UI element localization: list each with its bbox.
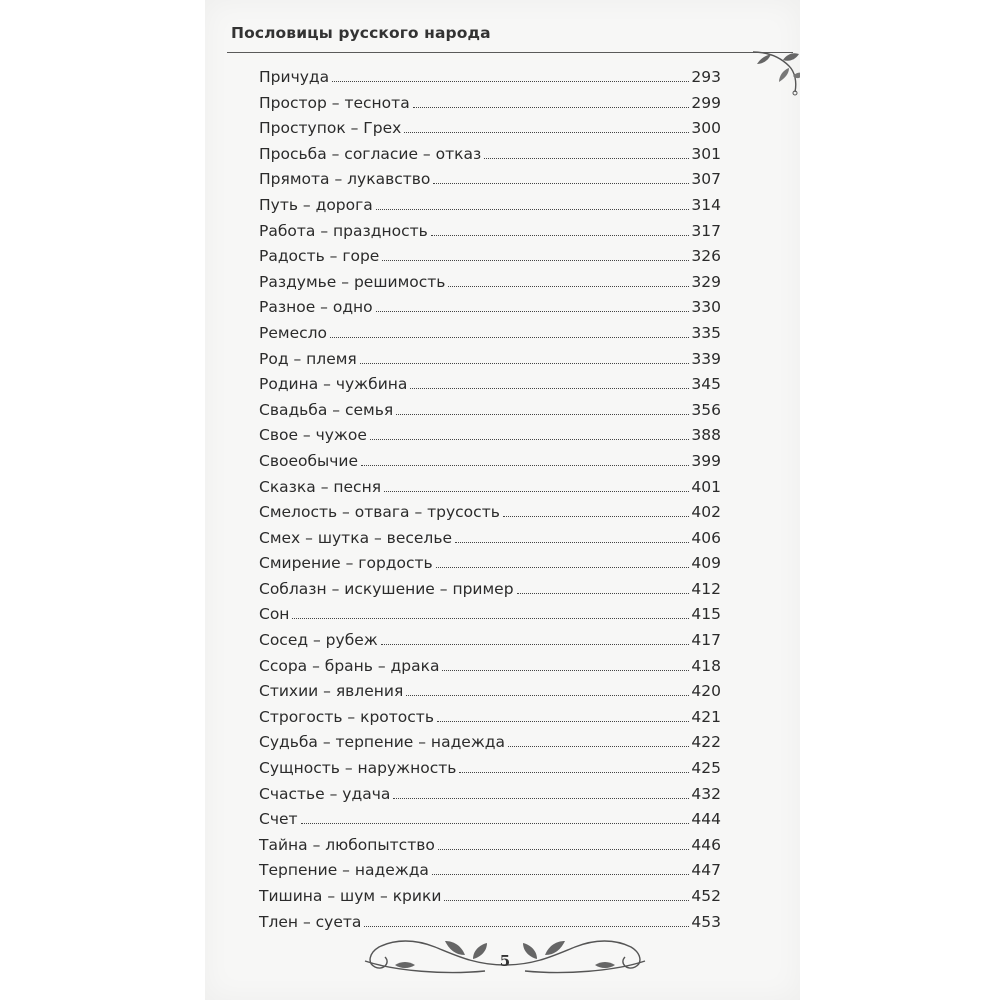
toc-entry	[259, 529, 721, 555]
dot-leader	[413, 107, 690, 108]
toc-entry	[259, 554, 721, 580]
toc-entry-page: 356	[691, 400, 721, 419]
toc-entry-title: Сущность – наружность	[259, 759, 457, 778]
toc-entry	[259, 222, 721, 248]
toc-entry	[259, 247, 721, 273]
dot-leader	[393, 798, 689, 799]
toc-entry-page: 453	[691, 912, 721, 931]
toc-entry-page: 402	[691, 503, 721, 522]
toc-entry	[259, 170, 721, 196]
dot-leader	[376, 209, 690, 210]
toc-entry-title: Строгость – кротость	[259, 707, 434, 726]
dot-leader	[508, 746, 689, 747]
toc-entry	[259, 580, 721, 606]
toc-entry-page: 335	[691, 323, 721, 342]
toc-entry-title: Тайна – любопытство	[259, 835, 435, 854]
toc-entry-page: 417	[691, 631, 721, 650]
dot-leader	[361, 465, 689, 466]
toc-entry-page: 432	[691, 784, 721, 803]
show-through-text	[233, 70, 253, 910]
toc-entry-page: 299	[691, 93, 721, 112]
table-of-contents	[259, 68, 721, 938]
dot-leader	[404, 132, 689, 133]
toc-entry-title: Проступок – Грех	[259, 119, 402, 138]
toc-entry-page: 293	[691, 68, 721, 86]
toc-entry	[259, 375, 721, 401]
toc-entry-title: Судьба – терпение – надежда	[259, 733, 505, 752]
toc-entry	[259, 350, 721, 376]
toc-entry-page: 406	[691, 528, 721, 547]
toc-entry-title: Свое – чужое	[259, 426, 367, 445]
toc-entry-page: 301	[691, 144, 721, 163]
toc-entry-title: Простор – теснота	[259, 93, 410, 112]
toc-entry-title: Счастье – удача	[259, 784, 391, 803]
toc-entry-page: 329	[691, 272, 721, 291]
dot-leader	[438, 849, 690, 850]
toc-entry-page: 447	[691, 861, 721, 880]
dot-leader	[301, 823, 690, 824]
toc-entry-title: Терпение – надежда	[259, 861, 429, 880]
toc-entry	[259, 94, 721, 120]
toc-entry-title: Сон	[259, 605, 290, 624]
toc-entry-page: 452	[691, 887, 721, 905]
toc-entry-title: Счет	[259, 810, 298, 829]
toc-entry	[259, 503, 721, 529]
toc-entry-title: Раздумье – решимость	[259, 272, 446, 291]
dot-leader	[517, 593, 690, 594]
toc-entry-page: 388	[691, 426, 721, 445]
dot-leader	[432, 874, 689, 875]
toc-entry	[259, 759, 721, 785]
toc-entry	[259, 298, 721, 324]
toc-entry	[259, 452, 721, 478]
toc-entry-page: 317	[691, 221, 721, 240]
toc-entry	[259, 145, 721, 171]
dot-leader	[455, 542, 689, 543]
dot-leader	[370, 439, 690, 440]
dot-leader	[376, 311, 690, 312]
toc-entry-title: Сосед – рубеж	[259, 631, 378, 650]
toc-entry-title: Разное – одно	[259, 298, 373, 317]
toc-entry-page: 422	[691, 733, 721, 752]
toc-entry-page: 401	[691, 477, 721, 496]
dot-leader	[437, 721, 689, 722]
toc-entry-page: 418	[691, 656, 721, 675]
dot-leader	[431, 235, 690, 236]
toc-entry-page: 409	[691, 554, 721, 573]
toc-entry-page: 421	[691, 707, 721, 726]
dot-leader	[484, 158, 689, 159]
dot-leader	[459, 772, 689, 773]
dot-leader	[381, 644, 690, 645]
toc-entry	[259, 324, 721, 350]
leaf-ornament-icon	[753, 48, 800, 100]
header-rule	[227, 52, 793, 53]
toc-entry	[259, 273, 721, 299]
toc-entry	[259, 426, 721, 452]
toc-entry	[259, 861, 721, 887]
dot-leader	[330, 337, 689, 338]
toc-entry	[259, 196, 721, 222]
toc-entry	[259, 657, 721, 683]
toc-entry-title: Путь – дорога	[259, 195, 373, 214]
toc-entry-title: Смирение – гордость	[259, 554, 433, 573]
toc-entry	[259, 887, 721, 913]
toc-entry-title: Смех – шутка – веселье	[259, 528, 452, 547]
toc-entry-page: 446	[691, 835, 721, 854]
toc-entry-title: Ссора – брань – драка	[259, 656, 440, 675]
dot-leader	[444, 900, 689, 901]
dot-leader	[433, 183, 689, 184]
toc-entry-title: Прямота – лукавство	[259, 170, 431, 189]
toc-entry-title: Работа – праздность	[259, 221, 428, 240]
dot-leader	[396, 414, 689, 415]
toc-entry-page: 415	[691, 605, 721, 624]
toc-entry	[259, 119, 721, 145]
toc-entry-title: Свадьба – семья	[259, 400, 394, 419]
toc-entry-page: 444	[691, 810, 721, 829]
toc-entry-title: Сказка – песня	[259, 477, 382, 496]
book-page	[205, 0, 800, 1000]
toc-entry-page: 399	[691, 451, 721, 470]
dot-leader	[384, 491, 689, 492]
toc-entry-page: 307	[691, 170, 721, 189]
toc-entry-title: Соблазн – искушение – пример	[259, 579, 514, 598]
toc-entry	[259, 810, 721, 836]
toc-entry-page: 314	[691, 195, 721, 214]
dot-leader	[292, 618, 689, 619]
toc-entry	[259, 682, 721, 708]
page-number: 5	[499, 952, 511, 970]
toc-entry	[259, 401, 721, 427]
dot-leader	[410, 388, 689, 389]
toc-entry-title: Родина – чужбина	[259, 375, 408, 394]
toc-entry	[259, 708, 721, 734]
dot-leader	[442, 670, 689, 671]
toc-entry-page: 339	[691, 349, 721, 368]
toc-entry	[259, 836, 721, 862]
toc-entry-title: Тлен – суета	[259, 912, 362, 931]
toc-entry	[259, 68, 721, 94]
toc-entry	[259, 631, 721, 657]
dot-leader	[406, 695, 689, 696]
toc-entry-title: Род – племя	[259, 349, 357, 368]
dot-leader	[448, 286, 689, 287]
dot-leader	[382, 260, 689, 261]
toc-entry-title: Ремесло	[259, 323, 328, 342]
dot-leader	[332, 81, 689, 82]
toc-entry-title: Тишина – шум – крики	[259, 887, 442, 905]
dot-leader	[503, 516, 690, 517]
toc-entry	[259, 605, 721, 631]
toc-entry-page: 425	[691, 759, 721, 778]
toc-entry-title: Просьба – согласие – отказ	[259, 144, 482, 163]
toc-entry-page: 330	[691, 298, 721, 317]
toc-entry-title: Стихии – явления	[259, 682, 404, 701]
toc-entry-page: 326	[691, 247, 721, 266]
toc-entry-page: 412	[691, 579, 721, 598]
dot-leader	[360, 363, 690, 364]
toc-entry	[259, 733, 721, 759]
toc-entry	[259, 785, 721, 811]
toc-entry-page: 345	[691, 375, 721, 394]
toc-entry-title: Причуда	[259, 68, 330, 86]
dot-leader	[436, 567, 690, 568]
toc-entry-title: Радость – горе	[259, 247, 380, 266]
running-head: Пословицы русского народа	[231, 24, 491, 42]
toc-entry-title: Своеобычие	[259, 451, 359, 470]
toc-entry-title: Смелость – отвага – трусость	[259, 503, 500, 522]
toc-entry-page: 300	[691, 119, 721, 138]
toc-entry	[259, 478, 721, 504]
toc-entry-page: 420	[691, 682, 721, 701]
